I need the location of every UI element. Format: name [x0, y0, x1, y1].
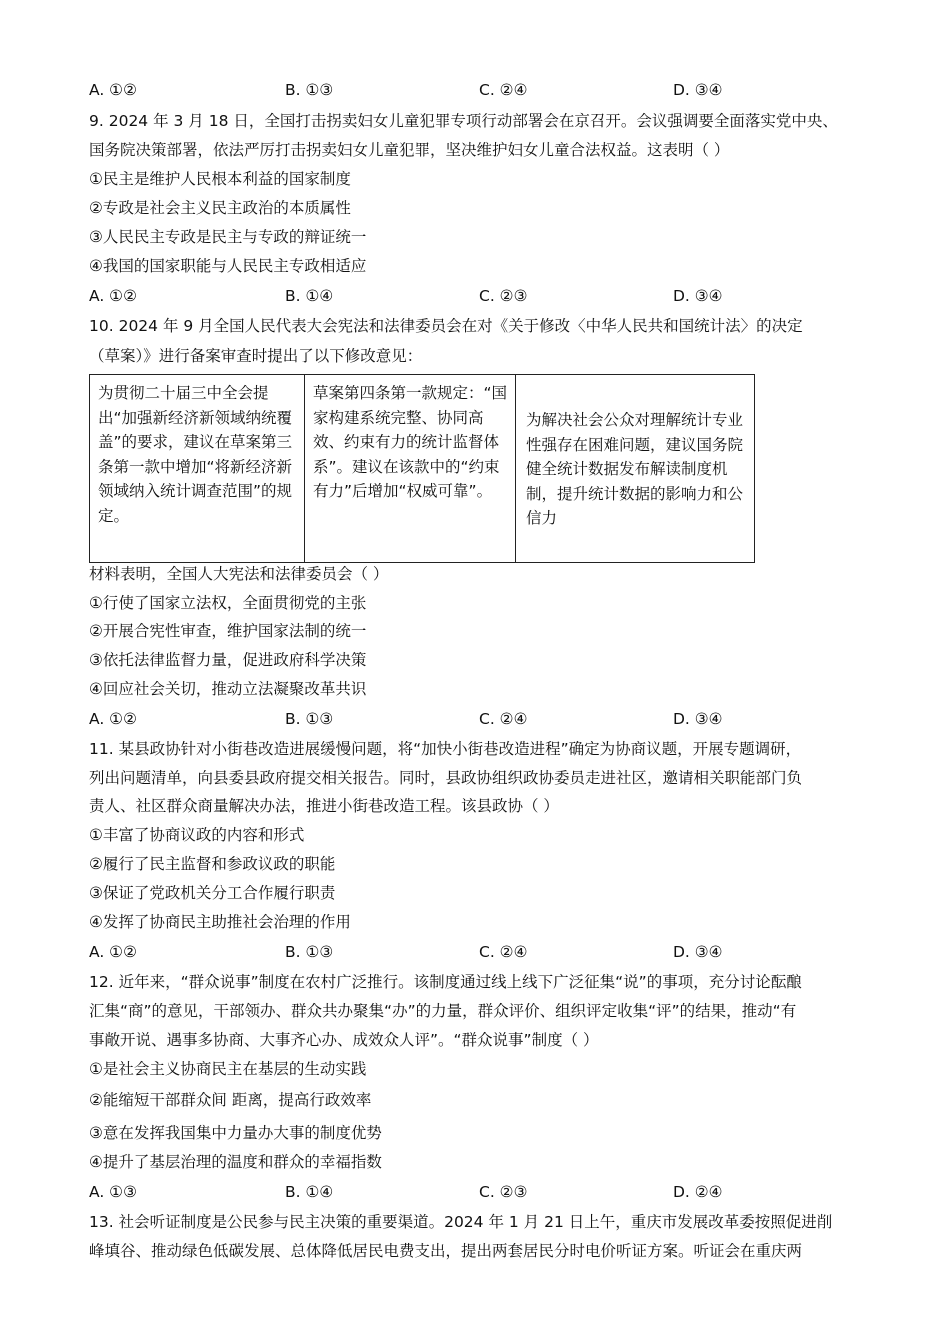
q10-options — [89, 708, 889, 730]
q12-stem-line-3: 事敞开说、遇事多协商、大事齐心办、成效众人评”。“群众说事”制度（ ） — [89, 1031, 599, 1049]
option-c[interactable]: C. ②④ — [479, 81, 528, 99]
option-a[interactable]: A. ①② — [89, 943, 137, 961]
option-c[interactable]: C. ②④ — [479, 710, 528, 728]
q10-lead: 材料表明，全国人大宪法和法律委员会（ ） — [89, 565, 389, 583]
option-a[interactable]: A. ①② — [89, 710, 137, 728]
q11-statement-3: ③保证了党政机关分工合作履行职责 — [89, 884, 336, 902]
q10-statement-2: ②开展合宪性审查，维护国家法制的统一 — [89, 622, 367, 640]
q11-options — [89, 941, 889, 963]
q12-stem-line-2: 汇集“商”的意见，干部领办、群众共办聚集“办”的力量，群众评价、组织评定收集“评”的结果，推动“有 — [89, 1002, 797, 1020]
q10-statement-3: ③依托法律监督力量，促进政府科学决策 — [89, 651, 367, 669]
q12-statement-2: ②能缩短干部群众间 距离，提高行政效率 — [89, 1091, 372, 1109]
option-b[interactable]: B. ①③ — [285, 710, 334, 728]
option-c[interactable]: C. ②④ — [479, 943, 528, 961]
q10-statement-1: ①行使了国家立法权，全面贯彻党的主张 — [89, 594, 367, 612]
option-d[interactable]: D. ③④ — [673, 943, 723, 961]
q11-stem-line-2: 列出问题清单，向县委县政府提交相关报告。同时，县政协组织政协委员走进社区，邀请相关职能部门负 — [89, 769, 803, 787]
option-b[interactable]: B. ①③ — [285, 81, 334, 99]
material-cell-2: 草案第四条第一款规定：“国家构建系统完整、协同高效、约束有力的统计监督体系”。建议在该款中的“约束有力”后增加“权威可靠”。 — [305, 375, 516, 563]
q13-stem-line-1: 13. 社会听证制度是公民参与民主决策的重要渠道。2024 年 1 月 21 日上午，重庆市发展改革委按照促进削 — [89, 1213, 833, 1231]
option-a[interactable]: A. ①③ — [89, 1183, 137, 1201]
option-d[interactable]: D. ②④ — [673, 1183, 723, 1201]
q11-statement-1: ①丰富了协商议政的内容和形式 — [89, 826, 305, 844]
q12-statement-4: ④提升了基层治理的温度和群众的幸福指数 — [89, 1153, 382, 1171]
q12-options — [89, 1181, 889, 1203]
q12-statement-3: ③意在发挥我国集中力量办大事的制度优势 — [89, 1124, 382, 1142]
q10-stem-line-2: （草案）》进行备案审查时提出了以下修改意见： — [89, 347, 423, 365]
option-c[interactable]: C. ②③ — [479, 1183, 528, 1201]
q10-statement-4: ④回应社会关切，推动立法凝聚改革共识 — [89, 680, 367, 698]
q13-stem-line-2: 峰填谷、推动绿色低碳发展、总体降低居民电费支出，提出两套居民分时电价听证方案。听证会在重庆两 — [89, 1242, 803, 1260]
option-b[interactable]: B. ①④ — [285, 1183, 334, 1201]
q8-options — [89, 79, 889, 101]
option-b[interactable]: B. ①④ — [285, 287, 334, 305]
q10-material-table — [89, 374, 755, 563]
option-d[interactable]: D. ③④ — [673, 710, 723, 728]
material-cell-3: 为解决社会公众对理解统计专业性强存在困难问题，建议国务院健全统计数据发布解读制度机制，提升统计数据的影响力和公信力 — [516, 375, 755, 563]
q9-statement-2: ②专政是社会主义民主政治的本质属性 — [89, 199, 351, 217]
q12-statement-1: ①是社会主义协商民主在基层的生动实践 — [89, 1060, 367, 1078]
q9-stem-line-1: 9. 2024 年 3 月 18 日，全国打击拐卖妇女儿童犯罪专项行动部署会在京召开。会议强调要全面落实党中央、 — [89, 112, 838, 130]
q11-statement-4: ④发挥了协商民主助推社会治理的作用 — [89, 913, 351, 931]
option-c[interactable]: C. ②③ — [479, 287, 528, 305]
option-d[interactable]: D. ③④ — [673, 81, 723, 99]
q9-stem-line-2: 国务院决策部署，依法严厉打击拐卖妇女儿童犯罪，坚决维护妇女儿童合法权益。这表明（ ） — [89, 141, 730, 159]
material-cell-1: 为贯彻二十届三中全会提出“加强新经济新领域纳统覆盖”的要求，建议在草案第三条第一款中增加“将新经济新领域纳入统计调查范围”的规定。 — [90, 375, 305, 563]
q11-stem-line-1: 11. 某县政协针对小街巷改造进展缓慢问题，将“加快小街巷改造进程”确定为协商议题，开展专题调研， — [89, 740, 802, 758]
option-a[interactable]: A. ①② — [89, 287, 137, 305]
q9-statement-4: ④我国的国家职能与人民民主专政相适应 — [89, 257, 367, 275]
q10-stem-line-1: 10. 2024 年 9 月全国人民代表大会宪法和法律委员会在对《关于修改〈中华人民共和国统计法〉的决定 — [89, 317, 803, 335]
q11-stem-line-3: 责人、社区群众商量解决办法，推进小街巷改造工程。该县政协（ ） — [89, 797, 559, 815]
q9-statement-3: ③人民民主专政是民主与专政的辩证统一 — [89, 228, 367, 246]
option-d[interactable]: D. ③④ — [673, 287, 723, 305]
q11-statement-2: ②履行了民主监督和参政议政的职能 — [89, 855, 336, 873]
q9-options — [89, 285, 889, 307]
option-b[interactable]: B. ①③ — [285, 943, 334, 961]
q12-stem-line-1: 12. 近年来，“群众说事”制度在农村广泛推行。该制度通过线上线下广泛征集“说”的事项，充分讨论酝酿 — [89, 973, 802, 991]
q9-statement-1: ①民主是维护人民根本利益的国家制度 — [89, 170, 351, 188]
option-a[interactable]: A. ①② — [89, 81, 137, 99]
